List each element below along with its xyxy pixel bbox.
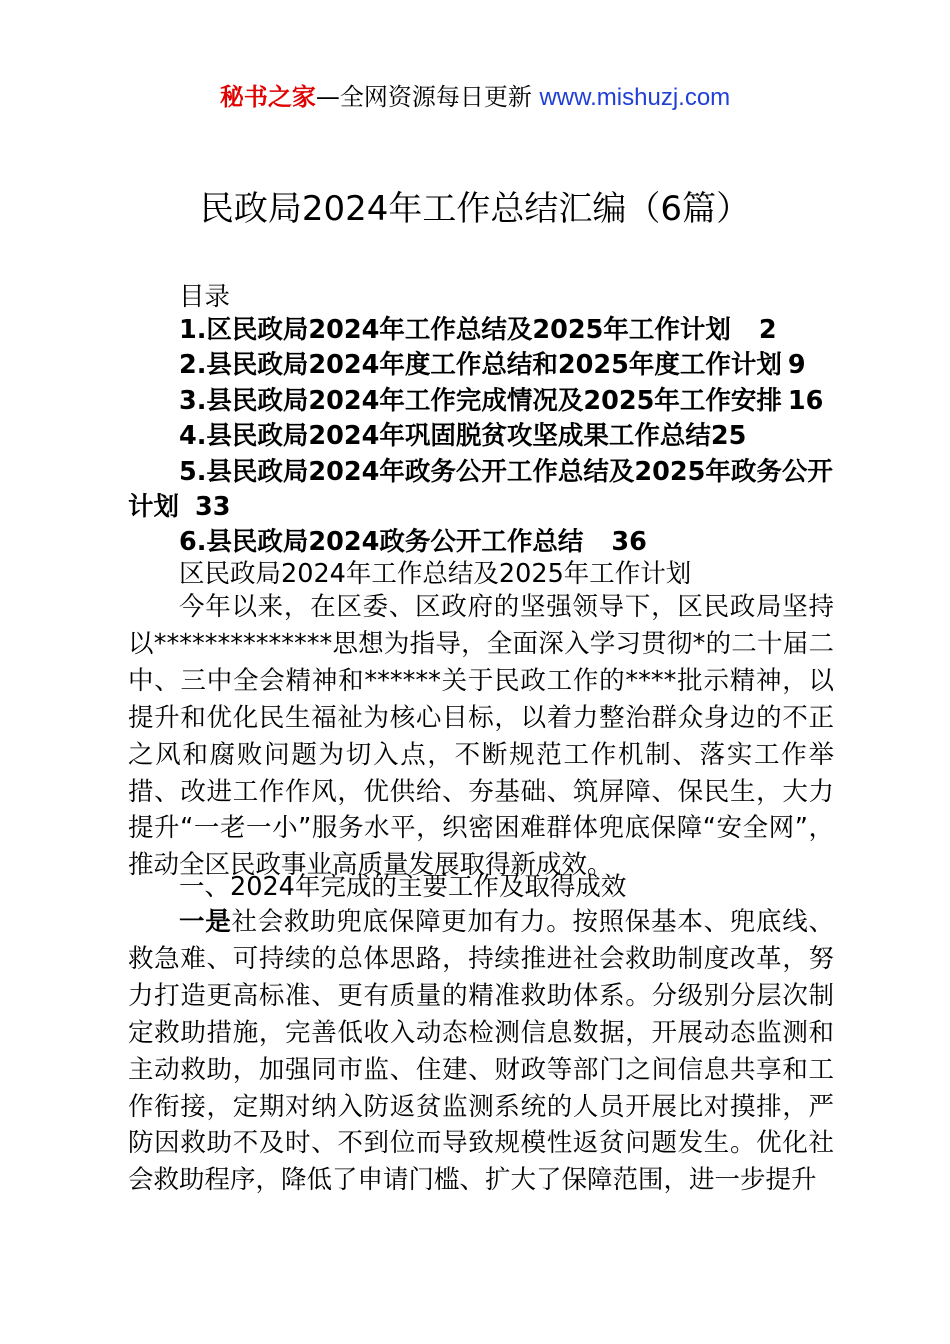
toc-item-text: 6.县民政局2024政务公开工作总结 (179, 527, 584, 558)
toc-item-text: 4.县民政局2024年巩固脱贫攻坚成果工作总结 (179, 421, 711, 452)
toc-item-page: 33 (195, 492, 231, 523)
document-title: 民政局2024年工作总结汇编（6篇） (199, 189, 751, 229)
intro-paragraph: 今年以来，在区委、区政府的坚强领导下，区民政局坚持以**************思想为指导，全面深入学习贯彻*的二十届二中、三中全会精神和******关于民政工作的****批示精神，以提升和优化民生福祉为核心目标，以着力整治群众身边的不正之风和腐败问题为切入点，不断规范工作机制、落实工作举措、改进工作作风，优供给、夯基础、筑屏障、保民生，大力提升“一老一小”服务水平，织密困难群体兜底保障“安全网”，推动全区民政事业高质量发展取得新成效。 (128, 592, 834, 881)
paragraph-text: 社会救助兜底保障更加有力。按照保基本、兜底线、救急难、可持续的总体思路，持续推进社会救助制度改革，努力打造更高标准、更有质量的精准救助体系。分级别分层次制定救助措施，完善低收入动态检测信息数据，开展动态监测和主动救助，加强同市监、住建、财政等部门之间信息共享和工作衔接，定期对纳入防返贫监测系统的人员开展比对摸排，严防因救助不及时、不到位而导致规模性返贫问题发生。优化社会救助程序，降低了申请门槛、扩大了保障范围，进一步提升 (128, 907, 834, 1196)
toc-item[interactable] (128, 419, 834, 454)
toc-item-page: 16 (787, 385, 824, 416)
paragraph-lead: 一是 (179, 907, 232, 937)
site-header-banner (0, 80, 950, 114)
toc-item-text: 1.区民政局2024年工作总结及2025年工作计划 (179, 315, 731, 345)
body-paragraph (128, 904, 834, 1199)
toc-item[interactable] (128, 384, 834, 419)
toc-item-text: 3.县民政局2024年工作完成情况及2025年工作安排 (179, 385, 782, 416)
brand-name: 秘书之家 (219, 83, 316, 111)
toc-item-page: 2 (758, 315, 777, 345)
section-title: 区民政局2024年工作总结及2025年工作计划 (179, 559, 692, 589)
site-url[interactable]: www.mishuzj.com (539, 84, 731, 111)
toc-item-page: 9 (787, 350, 806, 381)
toc-item[interactable] (128, 455, 834, 526)
heading-level-1: 一、2024年完成的主要工作及取得成效 (179, 872, 627, 902)
toc-item-text: 2.县民政局2024年度工作总结和2025年度工作计划 (179, 350, 782, 381)
toc-item-page: 36 (611, 527, 647, 558)
toc-item[interactable] (128, 313, 834, 348)
toc-item-page: 25 (710, 421, 747, 452)
toc-label: 目录 (179, 282, 231, 312)
toc-item-text: 5.县民政局2024年政务公开工作总结及2025年政务公开计划 (128, 456, 833, 523)
header-tagline: —全网资源每日更新 (315, 83, 532, 111)
table-of-contents (128, 313, 834, 561)
toc-item[interactable] (128, 348, 834, 383)
